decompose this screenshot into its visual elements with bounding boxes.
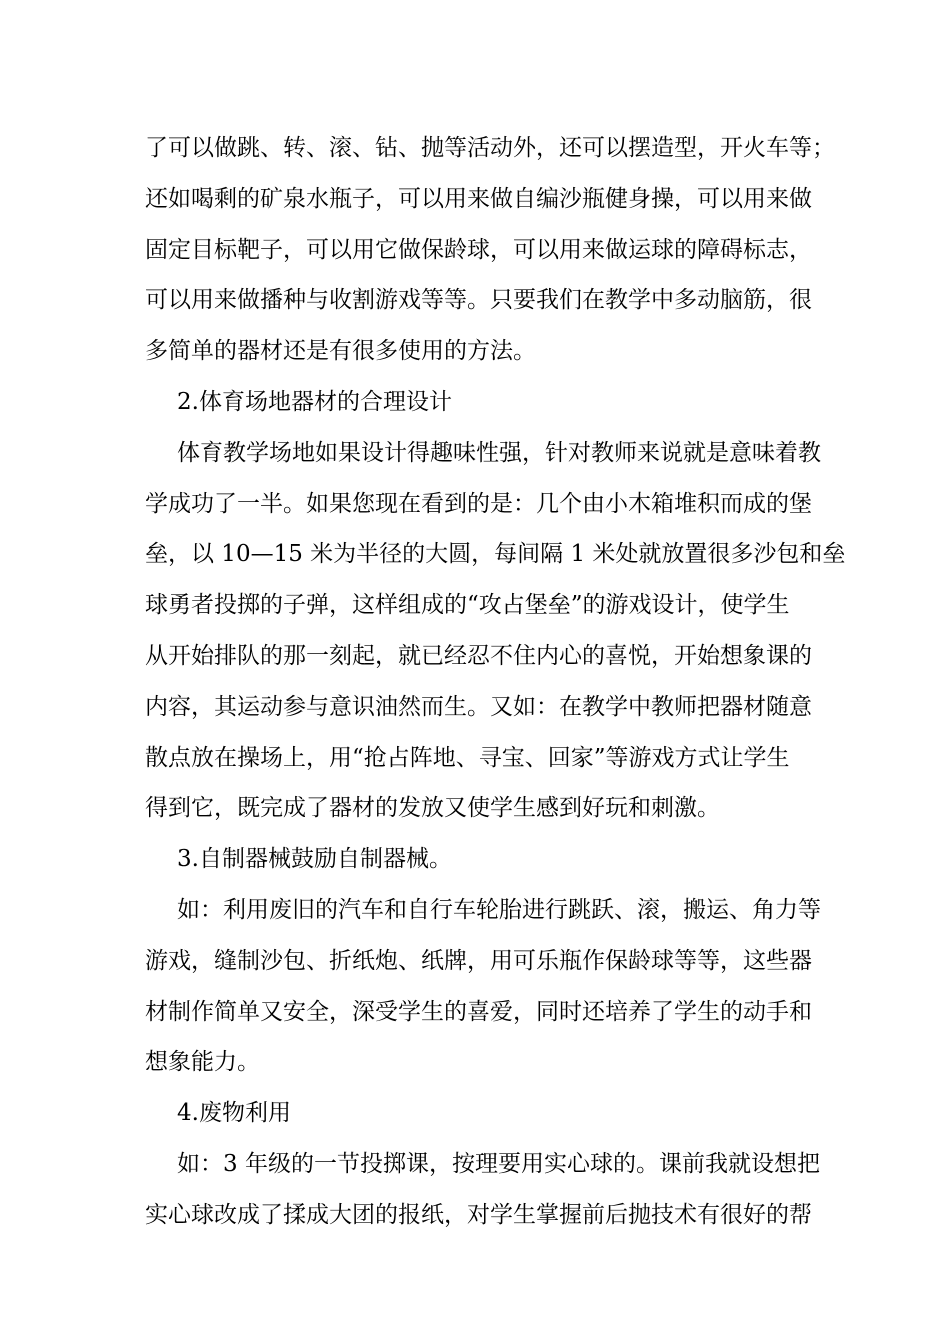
text-line: 得到它，既完成了器材的发放又使学生感到好玩和刺激。 (145, 795, 720, 822)
text-line: 学成功了一半。如果您现在看到的是：几个由小木箱堆积而成的堡 (145, 490, 812, 517)
text-line: 体育教学场地如果设计得趣味性强，针对教师来说就是意味着教 (177, 439, 821, 466)
text-line: 还如喝剩的矿泉水瓶子，可以用来做自编沙瓶健身操，可以用来做 (145, 185, 812, 212)
text-line: 实心球改成了揉成大团的报纸，对学生掌握前后抛技术有很好的帮 (145, 1201, 812, 1228)
section-heading: 2.体育场地器材的合理设计 (177, 388, 452, 415)
text-line: 球勇者投掷的子弹，这样组成的“攻占堡垒”的游戏设计，使学生 (145, 592, 790, 619)
text-line: 从开始排队的那一刻起，就已经忍不住内心的喜悦，开始想象课的 (145, 642, 812, 669)
section-heading: 4.废物利用 (177, 1100, 291, 1127)
text-line: 多简单的器材还是有很多使用的方法。 (145, 338, 536, 365)
text-line: 如：3 年级的一节投掷课，按理要用实心球的。课前我就设想把 (177, 1150, 820, 1177)
text-line: 垒，以 10—15 米为半径的大圆，每间隔 1 米处就放置很多沙包和垒 (145, 541, 846, 568)
text-line: 散点放在操场上，用“抢占阵地、寻宝、回家”等游戏方式让学生 (145, 744, 790, 771)
text-line: 固定目标靶子，可以用它做保龄球，可以用来做运球的障碍标志， (145, 236, 812, 263)
document-body (145, 123, 846, 1241)
text-line: 游戏，缝制沙包、折纸炮、纸牌，用可乐瓶作保龄球等等，这些器 (145, 947, 812, 974)
text-line: 内容，其运动参与意识油然而生。又如：在教学中教师把器材随意 (145, 693, 812, 720)
section-heading: 3.自制器械鼓励自制器械。 (177, 846, 452, 873)
text-line: 材制作简单又安全，深受学生的喜爱，同时还培养了学生的动手和 (145, 998, 812, 1025)
text-line: 可以用来做播种与收割游戏等等。只要我们在教学中多动脑筋，很 (145, 287, 812, 314)
text-line: 了可以做跳、转、滚、钻、抛等活动外，还可以摆造型，开火车等； (145, 135, 835, 161)
text-line: 如：利用废旧的汽车和自行车轮胎进行跳跃、滚，搬运、角力等 (177, 896, 821, 923)
text-line: 想象能力。 (145, 1049, 260, 1076)
